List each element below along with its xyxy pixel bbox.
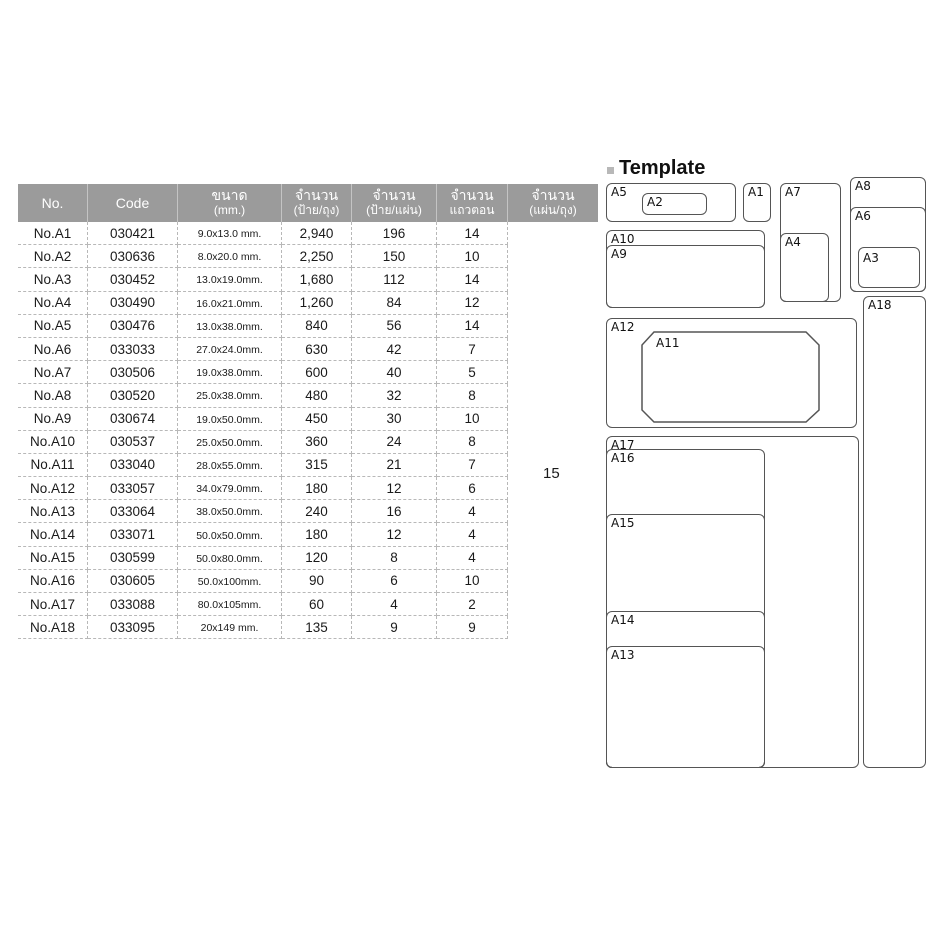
cell-rows: 6 [437,477,508,500]
cell-code: 030452 [88,268,178,291]
cell-sheets-per-bag [507,268,597,291]
cell-per-bag: 630 [282,338,352,361]
cell-code: 033057 [88,477,178,500]
cell-rows: 14 [437,222,508,245]
template-label: A7 [785,185,801,199]
cell-rows: 8 [437,384,508,407]
table-row [18,292,598,315]
cell-code: 030520 [88,384,178,407]
cell-code: 033040 [88,454,178,477]
cell-size: 13.0x19.0mm. [178,268,282,291]
cell-size: 19.0x38.0mm. [178,361,282,384]
cell-code: 030537 [88,431,178,454]
cell-per-sheet: 40 [352,361,437,384]
template-title: Template [607,157,705,180]
cell-no: No.A10 [18,431,88,454]
table-row [18,384,598,407]
cell-no: No.A9 [18,408,88,431]
label-size-table [18,184,598,639]
table-header [18,184,598,222]
cell-code: 030506 [88,361,178,384]
cell-per-bag: 840 [282,315,352,338]
cell-no: No.A8 [18,384,88,407]
cell-per-sheet: 12 [352,477,437,500]
header-no: No. [18,184,88,222]
cell-per-bag: 135 [282,616,352,639]
cell-no: No.A2 [18,245,88,268]
cell-size: 50.0x100mm. [178,570,282,593]
cell-no: No.A5 [18,315,88,338]
cell-per-bag: 2,940 [282,222,352,245]
cell-per-bag: 180 [282,523,352,546]
template-label: A12 [611,320,635,334]
cell-per-bag: 60 [282,593,352,616]
table-row [18,245,598,268]
header-code: Code [88,184,178,222]
cell-rows: 14 [437,268,508,291]
template-label: A16 [611,451,635,465]
cell-rows: 4 [437,500,508,523]
cell-no: No.A7 [18,361,88,384]
cell-no: No.A16 [18,570,88,593]
header-labels-per-sheet: จำนวน (ป้าย/แผ่น) [352,184,437,222]
cell-per-sheet: 16 [352,500,437,523]
cell-code: 030599 [88,547,178,570]
cell-per-sheet: 42 [352,338,437,361]
cell-per-sheet: 21 [352,454,437,477]
cell-sheets-per-bag [507,523,597,546]
cell-per-bag: 315 [282,454,352,477]
cell-sheets-per-bag [507,361,597,384]
cell-per-sheet: 56 [352,315,437,338]
table-body [18,222,598,639]
cell-sheets-per-bag [507,222,597,245]
template-shape-a8 [850,177,926,292]
template-label: A10 [611,232,635,246]
template-shape-a1 [743,183,771,222]
template-label: A4 [785,235,801,249]
cell-size: 50.0x80.0mm. [178,547,282,570]
cell-sheets-per-bag [507,384,597,407]
table-row [18,593,598,616]
cell-size: 9.0x13.0 mm. [178,222,282,245]
cell-no: No.A3 [18,268,88,291]
template-label: A17 [611,438,635,452]
cell-code: 030605 [88,570,178,593]
cell-per-bag: 2,250 [282,245,352,268]
cell-size: 34.0x79.0mm. [178,477,282,500]
cell-sheets-per-bag [507,245,597,268]
cell-code: 030636 [88,245,178,268]
template-label: A11 [656,336,680,350]
cell-per-sheet: 196 [352,222,437,245]
template-label: A15 [611,516,635,530]
header-size: ขนาด (mm.) [178,184,282,222]
template-label: A9 [611,247,627,261]
template-label: A18 [868,298,892,312]
table-row [18,408,598,431]
table-row [18,338,598,361]
header-rows: จำนวน แถวตอน [437,184,508,222]
cell-per-bag: 1,260 [282,292,352,315]
cell-size: 27.0x24.0mm. [178,338,282,361]
table-row [18,523,598,546]
template-label: A3 [863,251,879,265]
cell-size: 28.0x55.0mm. [178,454,282,477]
cell-per-bag: 1,680 [282,268,352,291]
header-labels-per-bag: จำนวน (ป้าย/ถุง) [282,184,352,222]
bullet-square-icon [607,167,614,174]
cell-rows: 12 [437,292,508,315]
cell-rows: 4 [437,547,508,570]
cell-sheets-per-bag [507,616,597,639]
template-label: A6 [855,209,871,223]
template-shape-a5 [606,183,736,222]
cell-per-sheet: 112 [352,268,437,291]
cell-rows: 14 [437,315,508,338]
cell-no: No.A13 [18,500,88,523]
table-row [18,431,598,454]
cell-code: 030490 [88,292,178,315]
cell-per-bag: 90 [282,570,352,593]
table-row [18,547,598,570]
cell-per-bag: 240 [282,500,352,523]
cell-rows: 5 [437,361,508,384]
template-label: A5 [611,185,627,199]
cell-code: 033095 [88,616,178,639]
cell-per-sheet: 150 [352,245,437,268]
table-row [18,268,598,291]
cell-size: 8.0x20.0 mm. [178,245,282,268]
cell-code: 033071 [88,523,178,546]
cell-sheets-per-bag [507,570,597,593]
template-shape-a12 [606,318,857,428]
table-row [18,500,598,523]
template-shape-a7 [780,183,841,302]
template-label: A1 [748,185,764,199]
cell-per-bag: 120 [282,547,352,570]
cell-per-bag: 180 [282,477,352,500]
cell-per-sheet: 12 [352,523,437,546]
cell-rows: 10 [437,570,508,593]
cell-code: 033088 [88,593,178,616]
cell-code: 033064 [88,500,178,523]
cell-rows: 2 [437,593,508,616]
sheets-per-bag-value: 15 [543,465,560,482]
cell-no: No.A1 [18,222,88,245]
cell-no: No.A12 [18,477,88,500]
cell-size: 20x149 mm. [178,616,282,639]
cell-sheets-per-bag [507,500,597,523]
cell-no: No.A4 [18,292,88,315]
cell-per-bag: 600 [282,361,352,384]
table-row [18,477,598,500]
cell-per-bag: 360 [282,431,352,454]
table-row [18,222,598,245]
cell-no: No.A14 [18,523,88,546]
cell-per-sheet: 6 [352,570,437,593]
header-sheets-per-bag: จำนวน (แผ่น/ถุง) [529,187,577,217]
cell-size: 19.0x50.0mm. [178,408,282,431]
template-label: A2 [647,195,663,209]
cell-code: 030421 [88,222,178,245]
cell-sheets-per-bag [507,292,597,315]
cell-per-sheet: 32 [352,384,437,407]
table-row [18,361,598,384]
cell-sheets-per-bag [507,547,597,570]
cell-code: 030476 [88,315,178,338]
cell-per-sheet: 8 [352,547,437,570]
cell-rows: 8 [437,431,508,454]
cell-no: No.A11 [18,454,88,477]
template-shape-a18 [863,296,926,768]
cell-size: 25.0x38.0mm. [178,384,282,407]
cell-per-sheet: 24 [352,431,437,454]
table-row [18,454,598,477]
cell-sheets-per-bag [507,315,597,338]
template-label: A14 [611,613,635,627]
cell-sheets-per-bag [507,408,597,431]
template-label: A8 [855,179,871,193]
cell-per-sheet: 4 [352,593,437,616]
cell-size: 13.0x38.0mm. [178,315,282,338]
cell-size: 38.0x50.0mm. [178,500,282,523]
cell-size: 80.0x105mm. [178,593,282,616]
cell-code: 030674 [88,408,178,431]
cell-no: No.A15 [18,547,88,570]
table-row [18,570,598,593]
cell-rows: 7 [437,454,508,477]
cell-rows: 4 [437,523,508,546]
template-label: A13 [611,648,635,662]
cell-per-bag: 480 [282,384,352,407]
cell-size: 16.0x21.0mm. [178,292,282,315]
cell-sheets-per-bag [507,338,597,361]
template-shape-a17 [606,436,859,768]
cell-rows: 10 [437,245,508,268]
cell-sheets-per-bag [507,593,597,616]
cell-per-sheet: 30 [352,408,437,431]
cell-rows: 7 [437,338,508,361]
cell-size: 25.0x50.0mm. [178,431,282,454]
table-row [18,315,598,338]
cell-no: No.A18 [18,616,88,639]
table-row [18,616,598,639]
cell-rows: 9 [437,616,508,639]
cell-rows: 10 [437,408,508,431]
cell-per-sheet: 84 [352,292,437,315]
cell-no: No.A6 [18,338,88,361]
cell-size: 50.0x50.0mm. [178,523,282,546]
cell-per-sheet: 9 [352,616,437,639]
template-shape-a10 [606,230,765,308]
cell-no: No.A17 [18,593,88,616]
cell-per-bag: 450 [282,408,352,431]
cell-sheets-per-bag [507,431,597,454]
cell-code: 033033 [88,338,178,361]
